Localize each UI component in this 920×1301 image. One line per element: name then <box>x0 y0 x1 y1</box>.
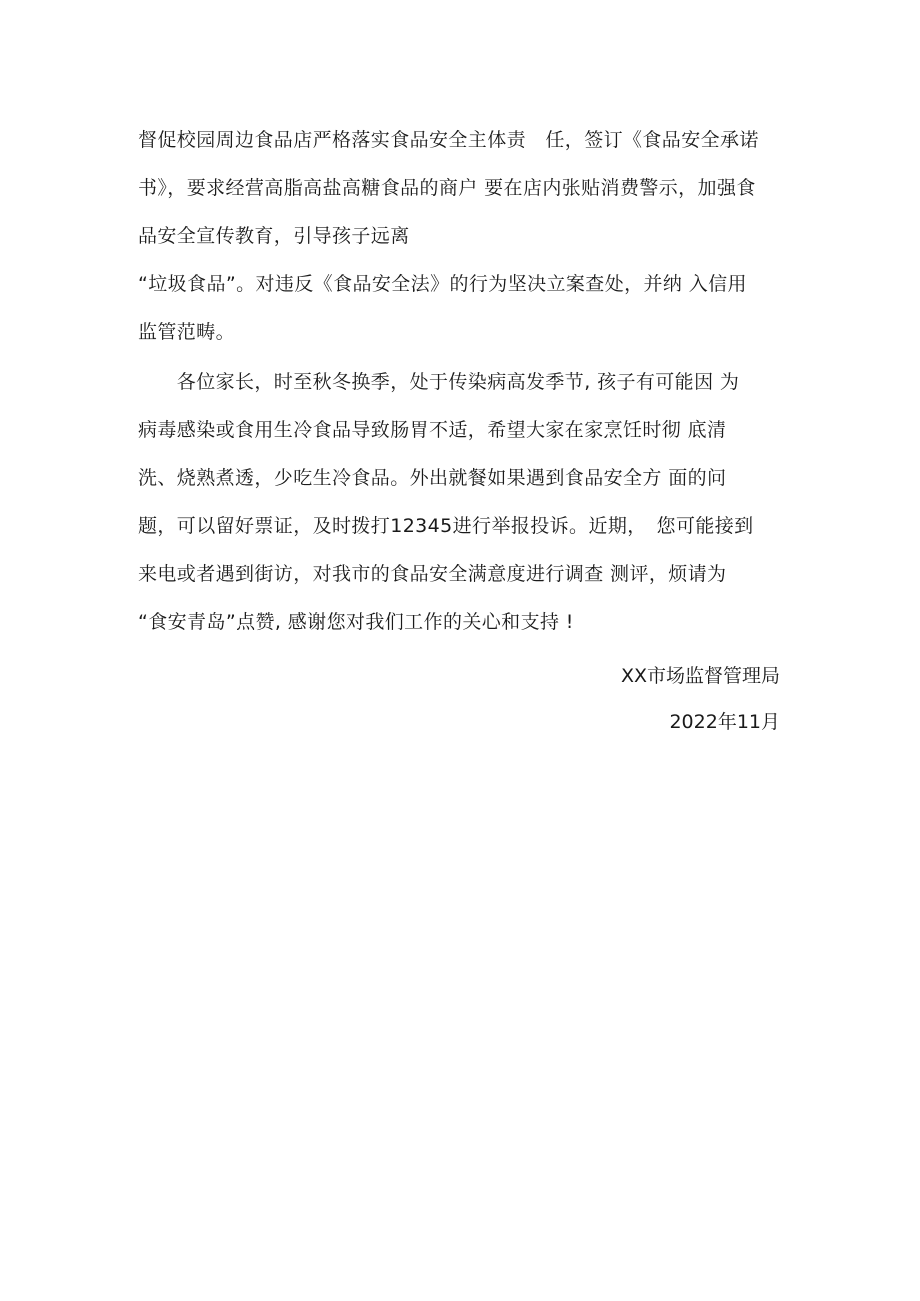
paragraph-2-line-4: 题，可以留好票证，及时拨打12345进行举报投诉。近期， 您可能接到 <box>138 515 754 537</box>
paragraph-1-line-3: 品安全宣传教育，引导孩子远离 <box>138 225 410 247</box>
paragraph-2-line-5: 来电或者遇到街访，对我市的食品安全满意度进行调查 测评，烦请为 <box>138 563 727 585</box>
paragraph-2-line-6: “食安青岛”点赞, 感谢您对我们工作的关心和支持 ! <box>138 611 574 633</box>
paragraph-1-line-2: 书》，要求经营高脂高盐高糖食品的商户 要在店内张贴消费警示，加强食 <box>138 177 756 199</box>
paragraph-1-line-1: 督促校园周边食品店严格落实食品安全主体责 任，签订《食品安全承诺 <box>138 129 759 151</box>
paragraph-1-line-5: 监管范畴。 <box>138 321 236 343</box>
paragraph-2-line-2: 病毒感染或食用生冷食品导致肠胃不适，希望大家在家烹饪时彻 底清 <box>138 419 727 441</box>
signature-organization: XX市场监督管理局 <box>620 665 780 687</box>
paragraph-2-line-3: 洗、烧熟煮透，少吃生冷食品。外出就餐如果遇到食品安全方 面的问 <box>138 467 727 489</box>
paragraph-2-line-1: 各位家长，时至秋冬换季，处于传染病高发季节, 孩子有可能因 为 <box>138 371 740 393</box>
signature-date: 2022年11月 <box>669 711 780 733</box>
paragraph-1-line-4: “垃圾食品”。对违反《食品安全法》的行为坚决立案查处，并纳 入信用 <box>138 273 747 295</box>
